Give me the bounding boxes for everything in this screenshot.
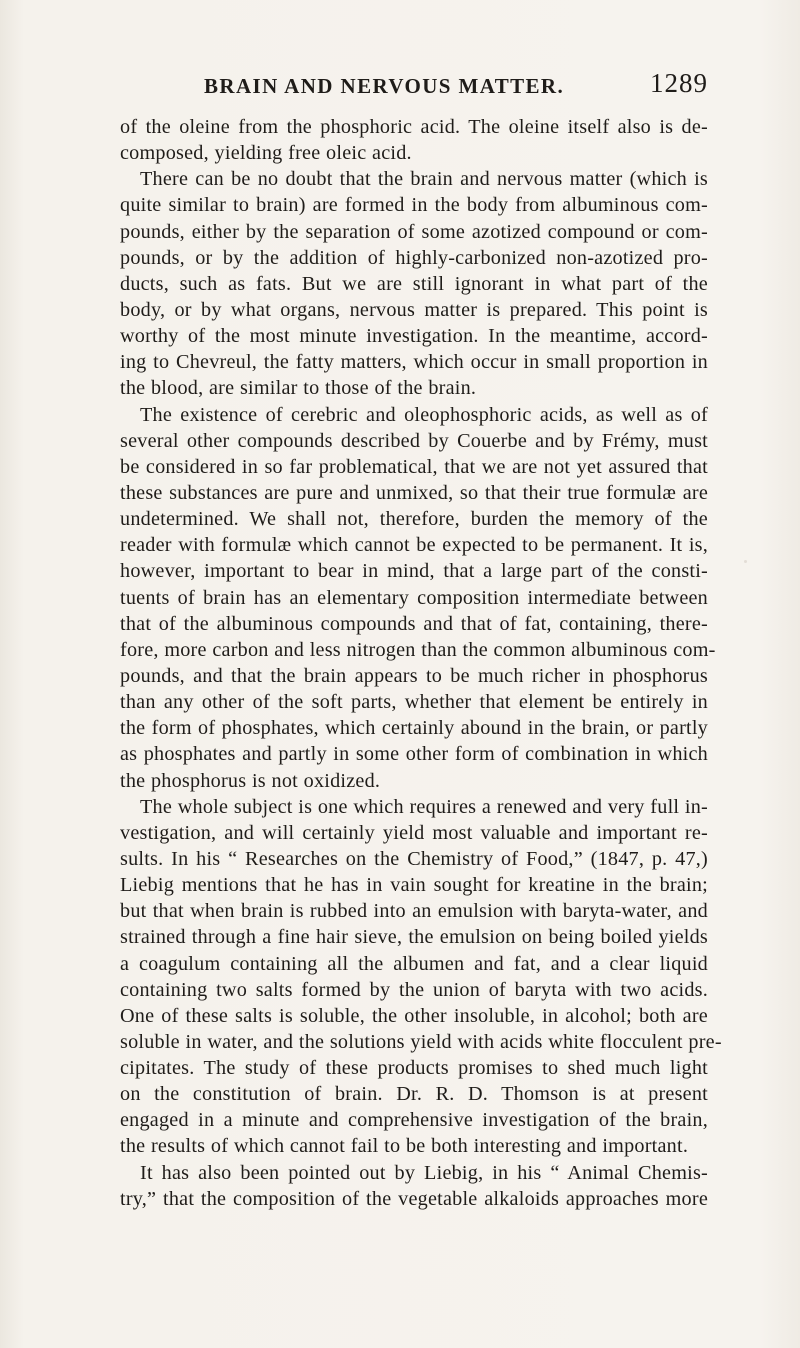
text-line: the form of phosphates, which certainly abound in the brain, or partly	[120, 717, 708, 740]
text-line: try,” that the composition of the vegetable alkaloids approaches more	[120, 1187, 708, 1210]
text-line: as phosphates and partly in some other form of combination in which	[120, 743, 708, 766]
text-line: fore, more carbon and less nitrogen than the common albuminous com-	[120, 638, 716, 661]
text-line: the phosphorus is not oxidized.	[120, 769, 381, 792]
text-line: engaged in a minute and comprehensive investigation of the brain,	[120, 1109, 708, 1132]
text-line: sults. In his “ Researches on the Chemistry of Food,” (1847, p. 47,)	[120, 847, 708, 870]
text-line: ducts, such as fats. But we are still ignorant in what part of the	[120, 272, 708, 295]
text-line: a coagulum containing all the albumen and fat, and a clear liquid	[120, 952, 708, 975]
text-line: There can be no doubt that the brain and nervous matter (which is	[140, 168, 708, 191]
text-line: than any other of the soft parts, whether that element be entirely in	[120, 691, 708, 714]
text-line: that of the albuminous compounds and that of fat, containing, there-	[120, 612, 708, 635]
body-text	[120, 114, 722, 1212]
text-line: these substances are pure and unmixed, so that their true formulæ are	[120, 481, 708, 504]
text-line: pounds, and that the brain appears to be much richer in phosphorus	[120, 664, 708, 687]
text-line: strained through a fine hair sieve, the emulsion on being boiled yields	[120, 926, 708, 949]
text-line: The whole subject is one which requires a renewed and very full in-	[140, 795, 708, 818]
text-line: containing two salts formed by the union of baryta with two acids.	[120, 978, 708, 1001]
text-line: pounds, either by the separation of some azotized compound or com-	[120, 220, 708, 243]
text-line: the results of which cannot fail to be both interesting and important.	[120, 1135, 689, 1158]
text-line: the blood, are similar to those of the brain.	[120, 377, 477, 400]
text-line: soluble in water, and the solutions yield with acids white flocculent pre-	[120, 1030, 722, 1053]
text-line: pounds, or by the addition of highly-carbonized non-azotized pro-	[120, 246, 708, 269]
text-line: Liebig mentions that he has in vain sought for kreatine in the brain;	[120, 874, 708, 897]
text-line: The existence of cerebric and oleophosphoric acids, as well as of	[140, 403, 708, 426]
text-line: however, important to bear in mind, that a large part of the consti-	[120, 560, 708, 583]
running-head: BRAIN AND NERVOUS MATTER.	[204, 74, 565, 98]
text-line: undetermined. We shall not, therefore, burden the memory of the	[120, 508, 708, 531]
text-line: cipitates. The study of these products promises to shed much light	[120, 1057, 708, 1080]
text-line: of the oleine from the phosphoric acid. The oleine itself also is de-	[120, 116, 708, 138]
text-line: worthy of the most minute investigation. In the meantime, accord-	[120, 325, 708, 348]
text-line: on the constitution of brain. Dr. R. D. Thomson is at present	[120, 1083, 708, 1106]
text-line: vestigation, and will certainly yield most valuable and important re-	[120, 821, 708, 844]
text-line: be considered in so far problematical, that we are not yet assured that	[120, 455, 708, 478]
page-number: 1289	[650, 68, 708, 98]
text-line: ing to Chevreul, the fatty matters, which occur in small proportion in	[120, 351, 708, 374]
text-line: It has also been pointed out by Liebig, in his “ Animal Chemis-	[140, 1161, 708, 1184]
text-line: but that when brain is rubbed into an emulsion with baryta-water, and	[120, 900, 708, 923]
text-line: several other compounds described by Couerbe and by Frémy, must	[120, 429, 708, 452]
text-line: tuents of brain has an elementary composition intermediate between	[120, 586, 708, 609]
text-line: reader with formulæ which cannot be expected to be permanent. It is,	[120, 534, 708, 557]
text-line: quite similar to brain) are formed in the body from albuminous com-	[120, 194, 708, 217]
paper-speck	[302, 305, 306, 309]
text-line: One of these salts is soluble, the other insoluble, in alcohol; both are	[120, 1004, 708, 1027]
text-line: body, or by what organs, nervous matter is prepared. This point is	[120, 298, 708, 321]
paper-speck	[744, 560, 747, 563]
page-header	[120, 64, 708, 100]
text-line: composed, yielding free oleic acid.	[120, 142, 412, 165]
